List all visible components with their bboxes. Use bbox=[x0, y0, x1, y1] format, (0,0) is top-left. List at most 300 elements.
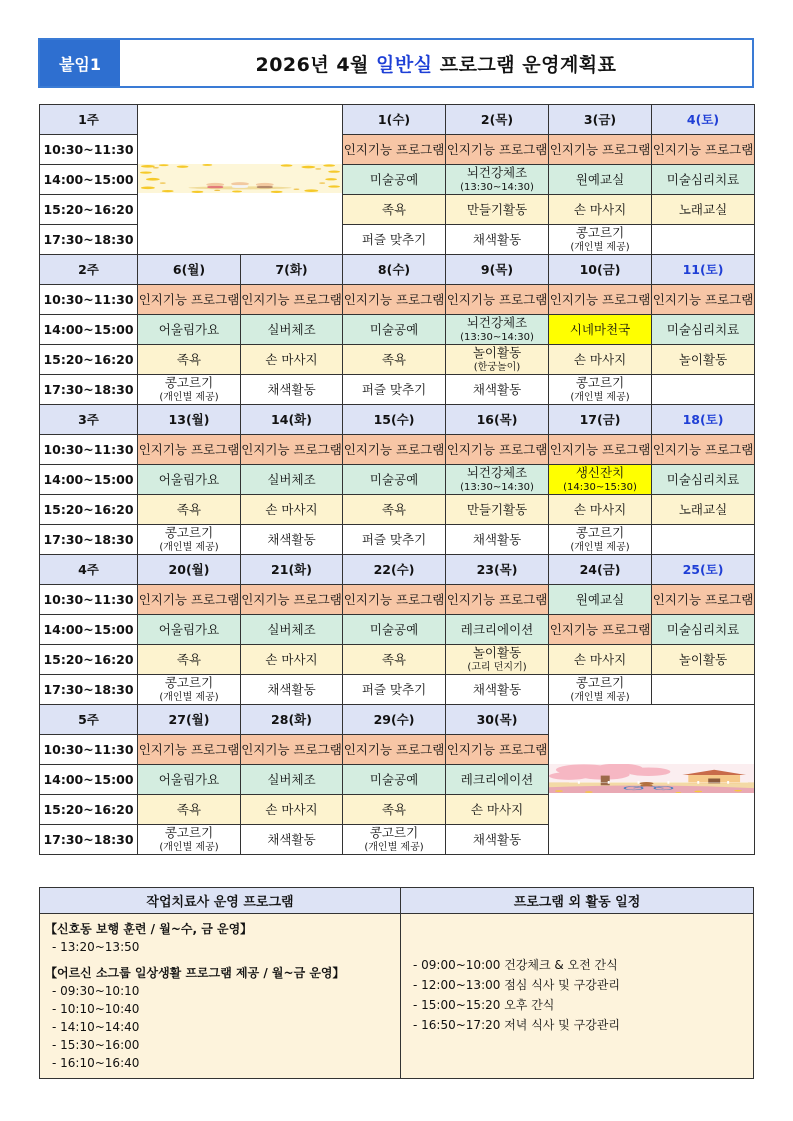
time-slot-label-text: 14:00~15:00 bbox=[43, 322, 134, 337]
program-cell bbox=[549, 195, 652, 225]
program-cell-text: 인지기능 프로그램 bbox=[446, 592, 548, 607]
program-cell-text: 족욕 bbox=[176, 502, 202, 517]
day-header-saturday-text: 4(토) bbox=[686, 112, 720, 127]
program-cell bbox=[652, 525, 755, 555]
program-cell bbox=[549, 345, 652, 375]
program-cell bbox=[241, 585, 343, 615]
day-header-saturday bbox=[652, 555, 755, 585]
program-cell bbox=[343, 135, 446, 165]
program-cell-text: 만들기활동 bbox=[466, 502, 528, 517]
week-label-text: 2주 bbox=[78, 262, 99, 277]
program-cell-text: 퍼즐 맞추기 bbox=[361, 682, 427, 697]
program-cell-text: 인지기능 프로그램 bbox=[549, 622, 651, 637]
time-slot-label-text: 10:30~11:30 bbox=[43, 592, 134, 607]
ot-program-list bbox=[40, 914, 400, 1078]
program-cell-text: 콩고르기 bbox=[369, 824, 419, 840]
time-slot-label bbox=[40, 495, 138, 525]
day-header bbox=[446, 105, 549, 135]
day-header-saturday bbox=[652, 105, 755, 135]
program-cell bbox=[652, 465, 755, 495]
program-cell-text: 콩고르기 bbox=[164, 374, 214, 390]
time-slot-label-text: 10:30~11:30 bbox=[43, 292, 134, 307]
time-slot-label-text: 17:30~18:30 bbox=[43, 232, 134, 247]
program-cell bbox=[241, 375, 343, 405]
day-header bbox=[549, 555, 652, 585]
time-slot-label-text: 17:30~18:30 bbox=[43, 682, 134, 697]
activity-item: - 12:00~13:00 점심 식사 및 구강관리 bbox=[413, 978, 620, 992]
day-header bbox=[138, 555, 241, 585]
program-cell bbox=[241, 735, 343, 765]
program-cell bbox=[343, 315, 446, 345]
program-cell bbox=[446, 795, 549, 825]
program-cell bbox=[343, 345, 446, 375]
time-slot-label bbox=[40, 315, 138, 345]
program-cell-text: 손 마사지 bbox=[265, 502, 318, 517]
day-header bbox=[549, 405, 652, 435]
time-slot-label-text: 15:20~16:20 bbox=[43, 652, 134, 667]
program-cell bbox=[446, 315, 549, 345]
program-cell bbox=[343, 435, 446, 465]
program-cell-text: 실버체조 bbox=[267, 622, 316, 637]
program-cell bbox=[138, 315, 241, 345]
day-header-text: 22(수) bbox=[373, 562, 415, 577]
program-cell bbox=[241, 525, 343, 555]
program-cell bbox=[652, 285, 755, 315]
program-cell bbox=[241, 435, 343, 465]
program-cell-text: 손 마사지 bbox=[470, 802, 524, 817]
program-cell-text: 레크리에이션 bbox=[460, 622, 534, 637]
program-cell-subtext: (개인별 제공) bbox=[159, 391, 219, 403]
program-cell bbox=[138, 495, 241, 525]
program-cell bbox=[446, 135, 549, 165]
time-slot-label-text: 14:00~15:00 bbox=[43, 772, 134, 787]
day-header-text: 8(수) bbox=[377, 262, 411, 277]
program-cell bbox=[652, 645, 755, 675]
program-cell bbox=[446, 225, 549, 255]
cherry-blossom-image-cell bbox=[549, 705, 755, 855]
ot-program-heading: 작업치료사 운영 프로그램 bbox=[40, 888, 400, 914]
program-cell bbox=[446, 435, 549, 465]
program-cell-text: 놀이활동 bbox=[472, 644, 522, 660]
program-cell-subtext: (개인별 제공) bbox=[159, 541, 219, 553]
day-header bbox=[343, 555, 446, 585]
day-header bbox=[343, 405, 446, 435]
program-cell-text: 콩고르기 bbox=[575, 674, 625, 690]
time-slot-label-text: 14:00~15:00 bbox=[43, 622, 134, 637]
program-cell bbox=[549, 435, 652, 465]
week-header-row bbox=[40, 555, 755, 585]
program-cell-text: 족욕 bbox=[381, 202, 407, 217]
program-cell-text: 미술공예 bbox=[369, 172, 419, 187]
day-header bbox=[138, 705, 241, 735]
small-group-time: - 14:10~14:40 bbox=[52, 1020, 140, 1034]
program-cell bbox=[549, 615, 652, 645]
program-cell-text: 어울림가요 bbox=[158, 622, 220, 637]
program-cell-text: 손 마사지 bbox=[573, 652, 627, 667]
day-header bbox=[241, 255, 343, 285]
program-cell bbox=[138, 825, 241, 855]
day-header-text: 30(목) bbox=[476, 712, 518, 727]
program-cell-text: 인지기능 프로그램 bbox=[138, 742, 240, 757]
program-cell-text: 뇌건강체조 bbox=[466, 314, 528, 330]
program-cell bbox=[549, 525, 652, 555]
program-cell-text: 콩고르기 bbox=[575, 224, 625, 240]
program-cell bbox=[343, 735, 446, 765]
program-cell-subtext: (13:30~14:30) bbox=[460, 331, 534, 343]
week-header-row bbox=[40, 105, 755, 135]
program-cell bbox=[446, 765, 549, 795]
week-label bbox=[40, 555, 138, 585]
spring-image-cell bbox=[138, 105, 343, 255]
program-cell-text: 인지기능 프로그램 bbox=[652, 592, 754, 607]
other-activities-list bbox=[401, 914, 753, 1078]
program-cell bbox=[241, 795, 343, 825]
day-header-text: 21(화) bbox=[271, 562, 312, 577]
time-slot-label bbox=[40, 645, 138, 675]
program-cell bbox=[343, 675, 446, 705]
day-header-text: 6(월) bbox=[172, 262, 206, 277]
program-cell-text: 노래교실 bbox=[678, 202, 728, 217]
program-cell-text: 실버체조 bbox=[267, 772, 316, 787]
program-cell-text: 채색활동 bbox=[472, 232, 522, 247]
day-header-saturday-text: 18(토) bbox=[682, 412, 724, 427]
activity-item: - 09:00~10:00 건강체크 & 오전 간식 bbox=[413, 958, 618, 972]
program-cell-subtext: (개인별 제공) bbox=[570, 391, 630, 403]
program-cell-text: 인지기능 프로그램 bbox=[343, 142, 445, 157]
program-cell bbox=[446, 345, 549, 375]
program-cell bbox=[652, 165, 755, 195]
day-header-text: 16(목) bbox=[476, 412, 518, 427]
activity-item: - 16:50~17:20 저녁 식사 및 구강관리 bbox=[413, 1018, 620, 1032]
program-cell bbox=[446, 735, 549, 765]
activity-item: - 15:00~15:20 오후 간식 bbox=[413, 998, 555, 1012]
program-cell-text: 인지기능 프로그램 bbox=[343, 442, 445, 457]
time-slot-label bbox=[40, 345, 138, 375]
program-cell bbox=[241, 495, 343, 525]
small-group-time: - 15:30~16:00 bbox=[52, 1038, 140, 1052]
time-slot-row bbox=[40, 645, 755, 675]
attachment-badge: 붙임1 bbox=[40, 40, 120, 86]
week-label bbox=[40, 105, 138, 135]
time-slot-label-text: 15:20~16:20 bbox=[43, 802, 134, 817]
day-header bbox=[343, 105, 446, 135]
program-cell-text: 채색활동 bbox=[267, 832, 316, 847]
day-header-text: 1(수) bbox=[377, 112, 411, 127]
time-slot-label bbox=[40, 735, 138, 765]
program-cell-text: 콩고르기 bbox=[575, 374, 625, 390]
program-cell bbox=[446, 375, 549, 405]
small-group-time: - 16:10~16:40 bbox=[52, 1056, 140, 1070]
other-activities-heading: 프로그램 외 활동 일정 bbox=[401, 888, 753, 914]
program-cell-text: 인지기능 프로그램 bbox=[549, 142, 651, 157]
day-header-text: 9(목) bbox=[480, 262, 514, 277]
time-slot-label-text: 10:30~11:30 bbox=[43, 742, 134, 757]
small-group-title: 【어르신 소그룹 일상생활 프로그램 제공 / 월~금 운영】 bbox=[45, 966, 345, 980]
program-cell bbox=[138, 525, 241, 555]
day-header bbox=[446, 705, 549, 735]
program-cell bbox=[549, 675, 652, 705]
time-slot-label bbox=[40, 375, 138, 405]
program-cell bbox=[343, 285, 446, 315]
program-cell bbox=[138, 795, 241, 825]
time-slot-label bbox=[40, 585, 138, 615]
time-slot-row bbox=[40, 345, 755, 375]
day-header bbox=[241, 705, 343, 735]
program-cell-text: 손 마사지 bbox=[573, 352, 627, 367]
week-label-text: 4주 bbox=[78, 562, 99, 577]
program-cell bbox=[549, 315, 652, 345]
program-cell bbox=[446, 285, 549, 315]
program-cell-text: 인지기능 프로그램 bbox=[652, 442, 754, 457]
program-cell bbox=[138, 435, 241, 465]
program-cell bbox=[652, 615, 755, 645]
program-cell bbox=[138, 675, 241, 705]
program-cell bbox=[446, 165, 549, 195]
program-cell bbox=[343, 645, 446, 675]
program-cell-text: 손 마사지 bbox=[265, 352, 318, 367]
program-cell-text: 손 마사지 bbox=[573, 502, 627, 517]
program-cell bbox=[138, 735, 241, 765]
program-cell-text: 인지기능 프로그램 bbox=[446, 142, 548, 157]
time-slot-label bbox=[40, 825, 138, 855]
day-header bbox=[446, 555, 549, 585]
time-slot-label-text: 14:00~15:00 bbox=[43, 172, 134, 187]
time-slot-row bbox=[40, 615, 755, 645]
program-cell bbox=[138, 375, 241, 405]
program-cell-text: 실버체조 bbox=[267, 472, 316, 487]
program-cell bbox=[549, 285, 652, 315]
program-cell-subtext: (개인별 제공) bbox=[570, 691, 630, 703]
time-slot-label bbox=[40, 795, 138, 825]
week-header-row bbox=[40, 705, 755, 735]
program-cell bbox=[549, 645, 652, 675]
program-cell bbox=[241, 765, 343, 795]
program-cell bbox=[652, 585, 755, 615]
program-cell bbox=[549, 495, 652, 525]
program-cell-text: 미술공예 bbox=[369, 322, 419, 337]
program-cell-text: 뇌건강체조 bbox=[466, 164, 528, 180]
program-cell-text: 만들기활동 bbox=[466, 202, 528, 217]
program-cell bbox=[652, 225, 755, 255]
program-cell-text: 인지기능 프로그램 bbox=[446, 292, 548, 307]
day-header-text: 14(화) bbox=[271, 412, 312, 427]
day-header-text: 29(수) bbox=[373, 712, 415, 727]
program-cell-text: 인지기능 프로그램 bbox=[241, 592, 342, 607]
day-header-text: 24(금) bbox=[579, 562, 621, 577]
day-header bbox=[549, 105, 652, 135]
day-header-text: 27(월) bbox=[168, 712, 210, 727]
program-cell bbox=[446, 465, 549, 495]
week-header-row bbox=[40, 405, 755, 435]
time-slot-row bbox=[40, 465, 755, 495]
program-cell bbox=[652, 195, 755, 225]
program-cell bbox=[241, 465, 343, 495]
program-cell-text: 족욕 bbox=[381, 802, 407, 817]
program-cell-text: 뇌건강체조 bbox=[466, 464, 528, 480]
program-cell-text: 미술심리치료 bbox=[666, 622, 740, 637]
program-cell-text: 퍼즐 맞추기 bbox=[361, 532, 427, 547]
day-header-text: 13(월) bbox=[168, 412, 210, 427]
program-cell-text: 인지기능 프로그램 bbox=[241, 442, 342, 457]
small-group-time: - 09:30~10:10 bbox=[52, 984, 140, 998]
program-cell-text: 인지기능 프로그램 bbox=[138, 292, 240, 307]
program-cell bbox=[138, 465, 241, 495]
program-cell bbox=[446, 825, 549, 855]
week-header-row bbox=[40, 255, 755, 285]
program-cell bbox=[343, 375, 446, 405]
program-cell bbox=[652, 345, 755, 375]
day-header bbox=[138, 255, 241, 285]
program-cell bbox=[241, 285, 343, 315]
time-slot-label bbox=[40, 195, 138, 225]
program-cell-text: 미술심리치료 bbox=[666, 472, 740, 487]
program-cell bbox=[138, 345, 241, 375]
program-cell-text: 채색활동 bbox=[472, 532, 522, 547]
program-cell-subtext: (개인별 제공) bbox=[570, 241, 630, 253]
program-cell bbox=[241, 315, 343, 345]
program-cell-text: 족욕 bbox=[381, 352, 407, 367]
program-cell-text: 인지기능 프로그램 bbox=[549, 442, 651, 457]
day-header-saturday-text: 11(토) bbox=[682, 262, 724, 277]
program-cell bbox=[343, 225, 446, 255]
program-cell bbox=[549, 135, 652, 165]
program-cell bbox=[241, 615, 343, 645]
time-slot-row bbox=[40, 315, 755, 345]
program-cell-text: 실버체조 bbox=[267, 322, 316, 337]
time-slot-label-text: 17:30~18:30 bbox=[43, 382, 134, 397]
program-cell bbox=[138, 765, 241, 795]
program-cell bbox=[549, 165, 652, 195]
week-label-text: 5주 bbox=[78, 712, 99, 727]
program-cell-subtext: (개인별 제공) bbox=[159, 691, 219, 703]
program-cell bbox=[549, 465, 652, 495]
program-cell-text: 인지기능 프로그램 bbox=[446, 442, 548, 457]
program-cell-text: 놀이활동 bbox=[678, 652, 728, 667]
time-slot-label bbox=[40, 135, 138, 165]
program-cell bbox=[241, 645, 343, 675]
time-slot-row bbox=[40, 375, 755, 405]
day-header-saturday bbox=[652, 405, 755, 435]
program-cell-text: 족욕 bbox=[381, 652, 407, 667]
program-cell-text: 원예교실 bbox=[575, 172, 625, 187]
document-title: 2026년 4월 일반실 프로그램 운영계획표 bbox=[255, 53, 617, 76]
program-cell-text: 인지기능 프로그램 bbox=[652, 292, 754, 307]
document-header bbox=[38, 38, 754, 88]
program-cell-text: 손 마사지 bbox=[265, 652, 318, 667]
program-cell-text: 채색활동 bbox=[472, 832, 522, 847]
time-slot-label-text: 15:20~16:20 bbox=[43, 502, 134, 517]
day-header bbox=[446, 405, 549, 435]
time-slot-label-text: 17:30~18:30 bbox=[43, 832, 134, 847]
week-label bbox=[40, 405, 138, 435]
program-cell-text: 채색활동 bbox=[472, 382, 522, 397]
day-header-text: 28(화) bbox=[271, 712, 312, 727]
time-slot-row bbox=[40, 495, 755, 525]
time-slot-label bbox=[40, 435, 138, 465]
program-cell bbox=[446, 585, 549, 615]
program-cell-text: 손 마사지 bbox=[573, 202, 627, 217]
program-cell-subtext: (개인별 제공) bbox=[570, 541, 630, 553]
program-cell-text: 인지기능 프로그램 bbox=[241, 292, 342, 307]
program-cell-text: 족욕 bbox=[176, 652, 202, 667]
program-cell-subtext: (고리 던지기) bbox=[467, 661, 527, 673]
day-header bbox=[343, 255, 446, 285]
program-cell bbox=[343, 585, 446, 615]
small-group-time: - 10:10~10:40 bbox=[52, 1002, 140, 1016]
program-cell-subtext: (13:30~14:30) bbox=[460, 481, 534, 493]
program-cell-text: 콩고르기 bbox=[164, 524, 214, 540]
program-cell-text: 족욕 bbox=[176, 352, 202, 367]
program-cell bbox=[549, 225, 652, 255]
spring-illustration bbox=[138, 164, 342, 193]
time-slot-row bbox=[40, 435, 755, 465]
program-cell bbox=[652, 135, 755, 165]
program-cell bbox=[446, 675, 549, 705]
program-cell-text: 미술심리치료 bbox=[666, 172, 740, 187]
day-header bbox=[241, 555, 343, 585]
day-header-text: 15(수) bbox=[373, 412, 415, 427]
time-slot-label-text: 17:30~18:30 bbox=[43, 532, 134, 547]
time-slot-label bbox=[40, 615, 138, 645]
cherry-blossom-illustration bbox=[549, 764, 754, 793]
bottom-info-section bbox=[39, 887, 754, 1079]
time-slot-row bbox=[40, 285, 755, 315]
time-slot-label-text: 15:20~16:20 bbox=[43, 352, 134, 367]
program-cell-text: 미술공예 bbox=[369, 472, 419, 487]
time-slot-row bbox=[40, 525, 755, 555]
program-cell-text: 채색활동 bbox=[472, 682, 522, 697]
program-cell-text: 어울림가요 bbox=[158, 322, 220, 337]
schedule-table bbox=[39, 104, 755, 855]
program-cell bbox=[652, 315, 755, 345]
time-slot-label bbox=[40, 765, 138, 795]
time-slot-row bbox=[40, 675, 755, 705]
program-cell-subtext: (13:30~14:30) bbox=[460, 181, 534, 193]
walking-training-title: 【신호동 보행 훈련 / 월~수, 금 운영】 bbox=[45, 922, 253, 936]
program-cell bbox=[241, 345, 343, 375]
program-cell-text: 인지기능 프로그램 bbox=[343, 592, 445, 607]
time-slot-label-text: 10:30~11:30 bbox=[43, 142, 134, 157]
program-cell-text: 인지기능 프로그램 bbox=[446, 742, 548, 757]
time-slot-label bbox=[40, 285, 138, 315]
program-cell bbox=[446, 495, 549, 525]
program-cell-text: 어울림가요 bbox=[158, 472, 220, 487]
day-header-text: 17(금) bbox=[579, 412, 621, 427]
day-header bbox=[241, 405, 343, 435]
time-slot-label-text: 15:20~16:20 bbox=[43, 202, 134, 217]
week-label bbox=[40, 705, 138, 735]
program-cell-text: 미술공예 bbox=[369, 772, 419, 787]
day-header bbox=[549, 255, 652, 285]
program-cell-text: 채색활동 bbox=[267, 682, 316, 697]
time-slot-row bbox=[40, 585, 755, 615]
program-cell bbox=[652, 495, 755, 525]
program-cell-text: 노래교실 bbox=[678, 502, 728, 517]
program-cell-text: 어울림가요 bbox=[158, 772, 220, 787]
program-cell-text: 인지기능 프로그램 bbox=[241, 742, 342, 757]
day-header-text: 7(화) bbox=[275, 262, 308, 277]
program-cell-subtext: (개인별 제공) bbox=[159, 841, 219, 853]
program-cell-text: 인지기능 프로그램 bbox=[652, 142, 754, 157]
program-cell bbox=[138, 645, 241, 675]
program-cell bbox=[138, 585, 241, 615]
week-label-text: 1주 bbox=[78, 112, 99, 127]
program-cell-text: 채색활동 bbox=[267, 532, 316, 547]
program-cell bbox=[446, 615, 549, 645]
day-header bbox=[343, 705, 446, 735]
program-cell bbox=[549, 375, 652, 405]
program-cell-text: 인지기능 프로그램 bbox=[138, 442, 240, 457]
